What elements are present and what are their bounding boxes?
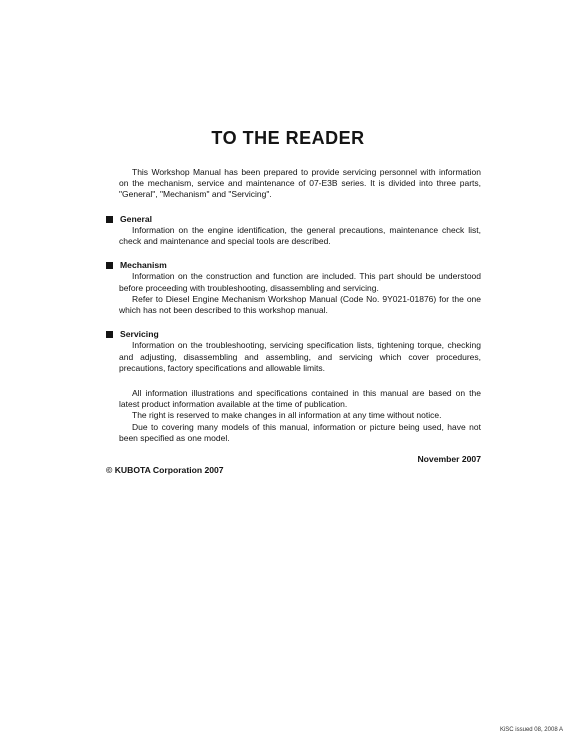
section-servicing	[119, 329, 481, 374]
closing-paragraph: All information illustrations and specifications contained in this manual are based on the latest product information available at the time of publication.	[119, 388, 481, 410]
section-heading-label: General	[120, 213, 153, 224]
issue-footer: KiSC issued 08, 2008 A	[499, 727, 563, 733]
section-heading	[106, 214, 481, 225]
intro-paragraph: This Workshop Manual has been prepared to provide servicing personnel with information on the mechanism, service and maintenance of 07-E3B series. It is divided into three parts, "General", "Mechanism" and "Servicing".	[119, 167, 481, 200]
section-paragraph: Information on the engine identification, the general precautions, maintenance check list, check and maintenance and special tools are described.	[119, 224, 481, 247]
section-mechanism	[119, 260, 481, 316]
copyright-notice: © KUBOTA Corporation 2007	[106, 465, 224, 476]
section-heading-label: Mechanism	[120, 260, 167, 271]
closing-paragraph: Due to covering many models of this manual, information or picture being used, have not been specified as one model.	[119, 421, 481, 443]
section-general	[119, 214, 481, 248]
section-heading	[106, 260, 481, 271]
square-bullet-icon	[106, 216, 113, 223]
section-paragraph: Refer to Diesel Engine Mechanism Workshop Manual (Code No. 9Y021-01876) for the one which has not been described to this workshop manual.	[119, 293, 481, 316]
section-paragraph: Information on the construction and function are included. This part should be understood before proceeding with troubleshooting, disassembling and servicing.	[119, 271, 481, 293]
section-heading-label: Servicing	[120, 329, 159, 340]
section-paragraph: Information on the troubleshooting, servicing specification lists, tightening torque, checking and adjusting, disassembling and assembling, and servicing which cover procedures, precautions, factory specifications and allowable limits.	[119, 340, 481, 373]
closing-notes	[119, 388, 481, 444]
page-title: TO THE READER	[211, 128, 365, 148]
closing-paragraph: The right is reserved to make changes in all information at any time without notice.	[132, 410, 442, 421]
square-bullet-icon	[106, 262, 113, 269]
square-bullet-icon	[106, 331, 113, 338]
document-body	[106, 167, 481, 476]
section-heading	[106, 329, 481, 340]
publication-date: November 2007	[417, 454, 481, 465]
